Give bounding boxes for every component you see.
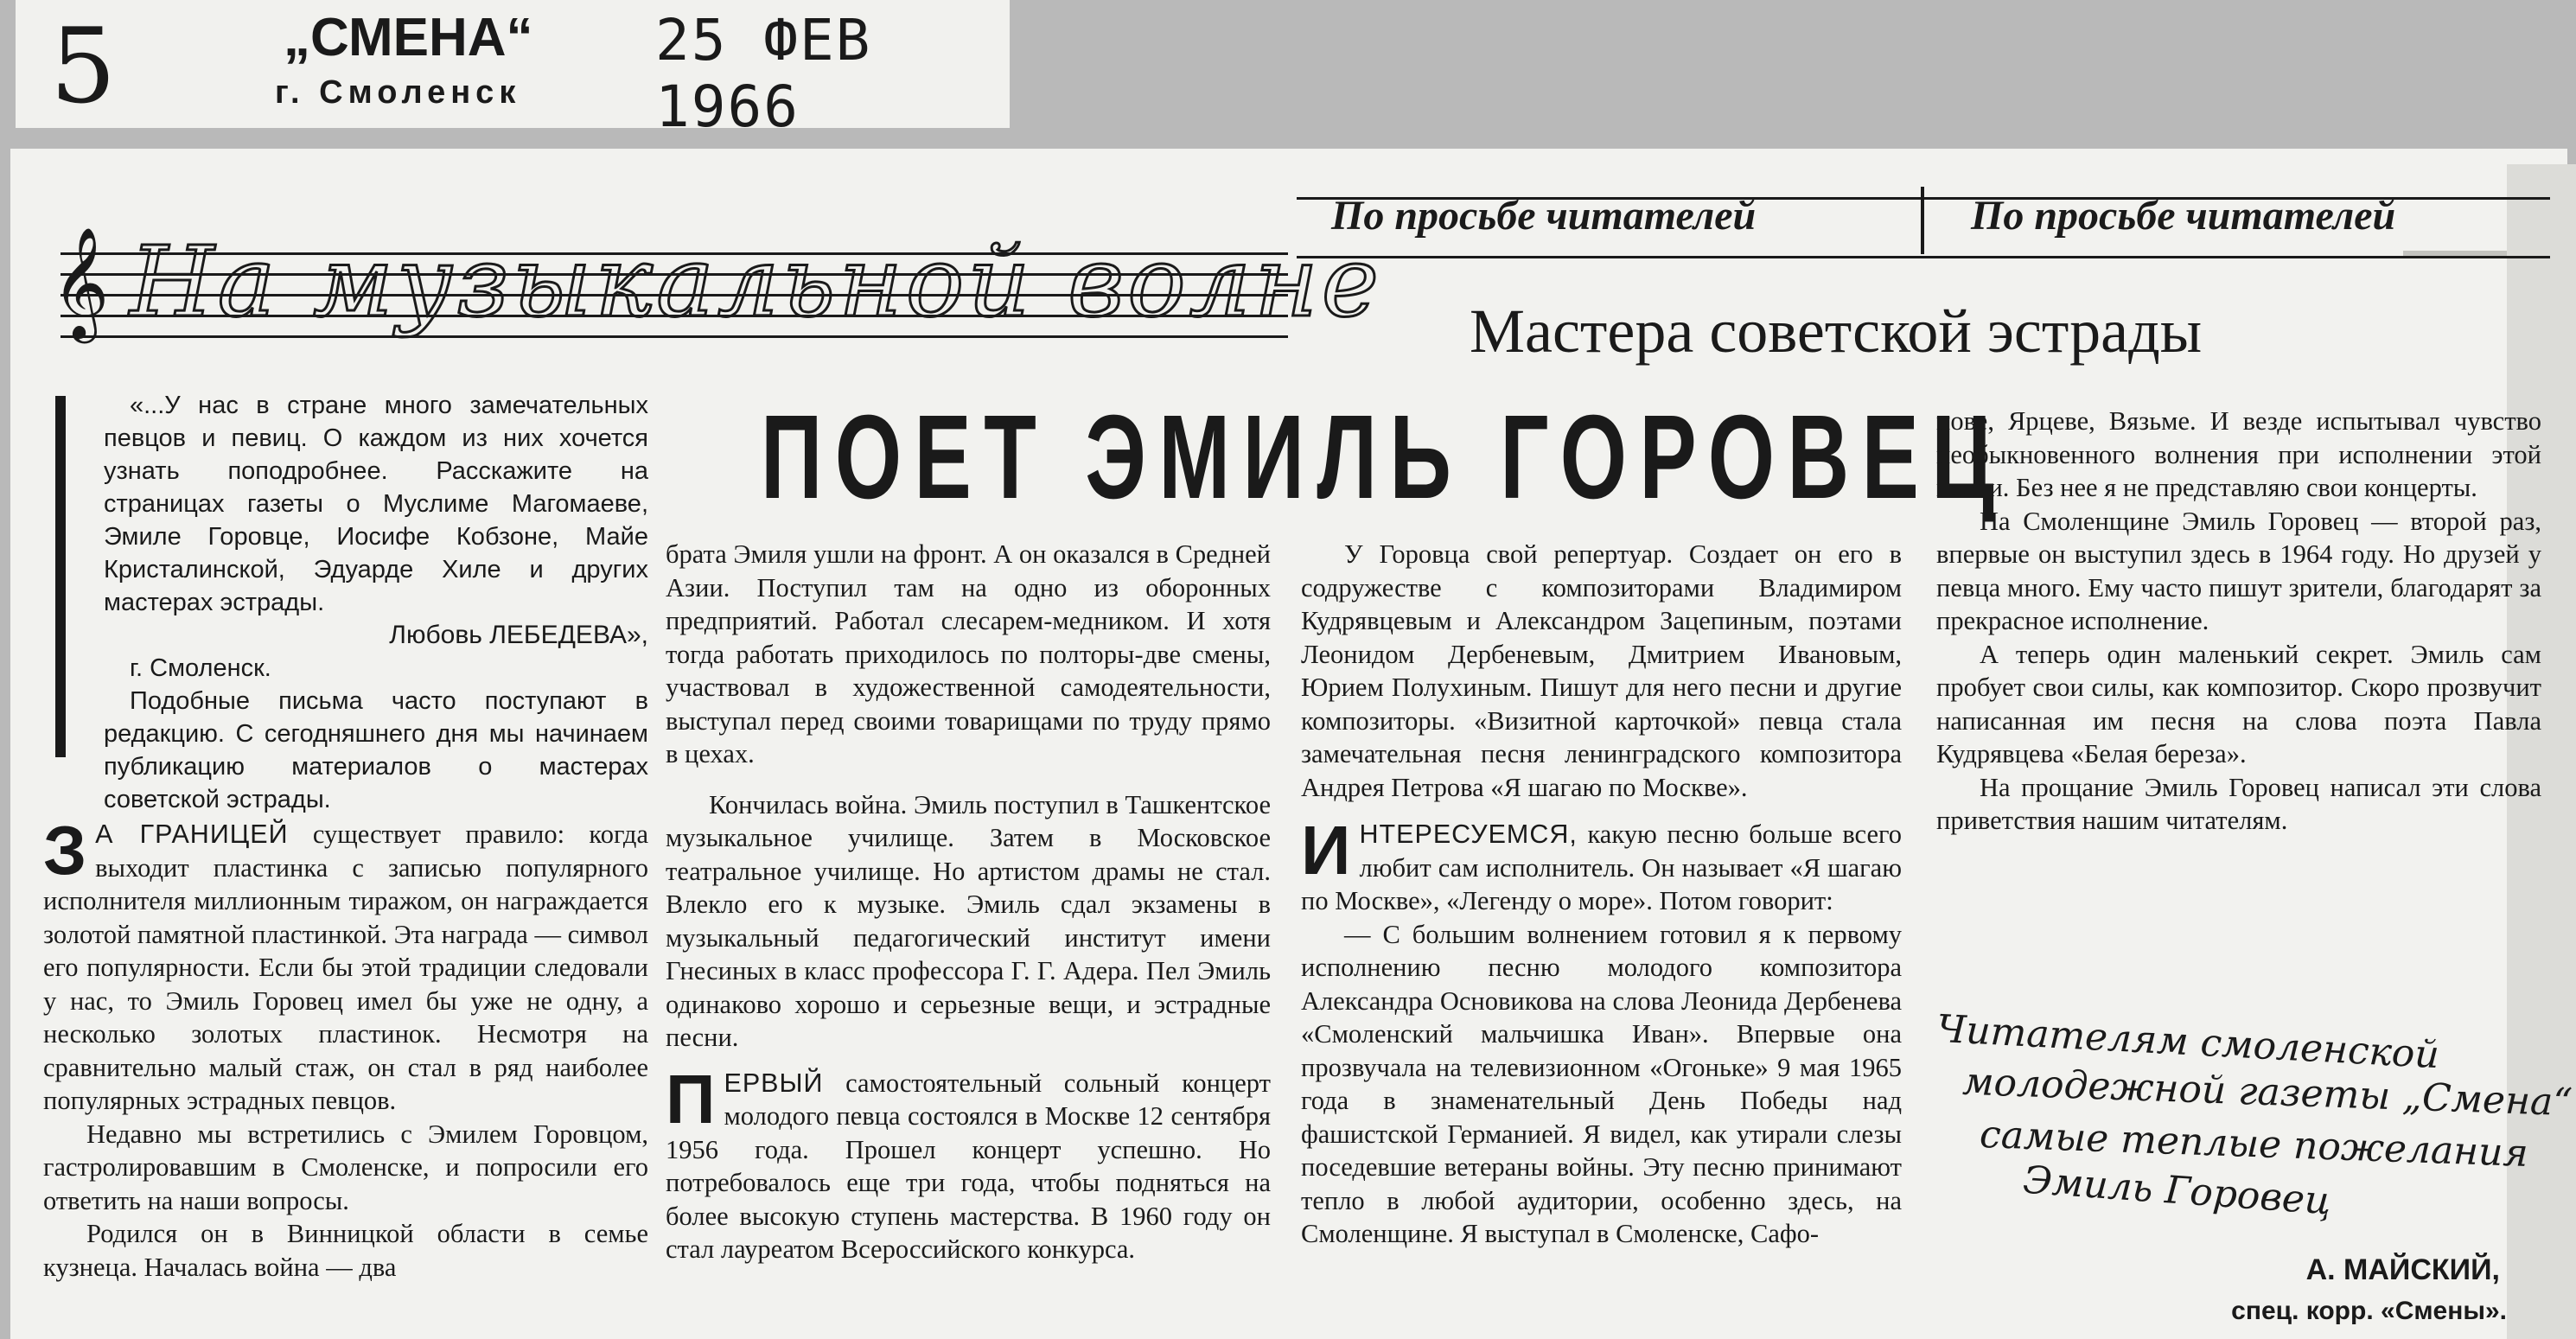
paragraph: ПЕРВЫЙ самостоятельный сольный концерт молодого певца состоялся в Москве 12 сентября 1956 года. Прошел концерт успешно. Но потребовалось еще три года, чтобы подняться на более высокую ступень мастерства. В 1960 году он стал лауреатом Всероссийского конкурса.: [666, 1060, 1271, 1264]
paragraph: У Горовца свой репертуар. Создает он его в содружестве с композиторами Владимиром Кудрявцевым и Александром Зацепиным, поэтами Леонидом Дербеневым, Дмитрием Ивановым, Юрием Полухиным. Пишут для него песни и другие композиторы. «Визитной карточкой» певца стала замечательная песня ленинградского композитора Андрея Петрова «Я шагаю по Москве».: [1301, 539, 1902, 802]
lead-place: г. Смоленск.: [130, 654, 271, 682]
paragraph: ИНТЕРЕСУЕМСЯ, какую песню больше всего любит сам исполнитель. Он называет «Я шагаю по Москве», «Легенду о море». Потом говорит:: [1301, 812, 1902, 915]
paragraph: брата Эмиля ушли на фронт. А он оказался в Средней Азии. Поступил там на одно из оборонных предприятий. Работал слесарем-медником. И хотя тогда работать приходилось по полторы-две смены, участвовал в художественной самодеятельности, выступал перед своими товарищами по труду прямо в цехах.: [666, 539, 1271, 768]
headline: ПОЕТ ЭМИЛЬ ГОРОВЕЦ: [761, 391, 2007, 524]
paragraph: На прощание Эмиль Горовец написал эти слова приветствия нашим читателям.: [1936, 772, 2541, 835]
paragraph: На Смоленщине Эмиль Горовец — второй раз, впервые он выступил здесь в 1964 году. Но друзей у певца много. Ему часто пишут зрители, благодарят за прекрасное исполнение.: [1936, 506, 2541, 635]
rubric-divider: [1921, 187, 1924, 254]
paragraph: З А ГРАНИЦЕЙ существует правило: когда выходит пластинка с записью популярного исполнителя миллионным тиражом, он награждается золотой памятной пластинкой. Эта награда — символ его популярности. Если бы этой традиции следовали у нас, то Эмиль Горовец имел бы уже не одну, а несколько золотых пластинок. Несмотря на сравнительно малый стаж, он стал в ряд наиболее популярных эстрадных певцов.: [43, 812, 649, 1115]
show-through-print: [2403, 251, 2507, 377]
newspaper-name: „СМЕНА“: [284, 8, 533, 67]
autograph-line: Читателям смоленской: [1935, 1006, 2441, 1078]
paragraph: нове, Ярцеве, Вязьме. И везде испытывал чувство необыкновенного волнения при исполнении этой песни. Без нее я не представляю свои концерты.: [1936, 406, 2541, 502]
lead-signature: Любовь ЛЕБЕДЕВА»,: [389, 621, 648, 649]
paragraph: Кончилась война. Эмиль поступил в Ташкентское музыкальное училище. Затем в Московское театральное училище. Но артистом драмы не стал. Влекло его к музыке. Эмиль сдал экзамены в музыкальный педагогический институт имени Гнесиных в класс профессора Г. Г. Адера. Пел Эмиль одинаково хорошо и серьезные вещи, и эстрадные песни.: [666, 789, 1271, 1052]
paragraph: Недавно мы встретились с Эмилем Горовцом, гастролировавшим в Смоленске, и попросили его ответить на наши вопросы.: [43, 1119, 648, 1215]
city-stamp: г. Смоленск: [275, 74, 521, 111]
drop-cap: И: [1301, 812, 1351, 889]
lead-in-caps: А ГРАНИЦЕЙ: [95, 819, 289, 849]
autograph-line: самые теплые пожелания: [1979, 1112, 2529, 1176]
page-number: 5: [50, 7, 117, 127]
article-column-1: [43, 812, 649, 1284]
lead-in-caps: ЕРВЫЙ: [724, 1068, 824, 1098]
rubric-left: По просьбе читателей: [1331, 193, 1757, 239]
lead-in-caps: НТЕРЕСУЕМСЯ,: [1359, 819, 1578, 849]
section-title: На музыкальной волне: [130, 226, 1383, 339]
article-column-4: [1936, 405, 2541, 838]
lead-block: [104, 389, 648, 816]
lead-quote: «...У нас в стране много замечательных певцов и певиц. О каждом из них хочется узнать поподробнее. Расскажите на страницах газеты о Муслиме Магомаеве, Эмиле Горовце, Иосифе Кобзоне, Майе Кристалинской, Эдуарде Хиле и других мастерах эстрады.: [104, 392, 648, 616]
article-column-3: [1301, 538, 1902, 1251]
author-role: спец. корр. «Смены».: [2231, 1297, 2507, 1325]
rubric-right: По просьбе читателей: [1971, 193, 2396, 239]
drop-cap: П: [666, 1060, 716, 1138]
paragraph: Родился он в Винницкой области в семье кузнеца. Началась война — два: [43, 1219, 648, 1282]
author-name: А. МАЙСКИЙ,: [2305, 1253, 2500, 1286]
lead-note: Подобные письма часто поступают в редакцию. С сегодняшнего дня мы начинаем публикацию материалов о мастерах советской эстрады.: [104, 687, 648, 813]
article-column-2: [666, 538, 1271, 1266]
paragraph: А теперь один маленький секрет. Эмиль сам пробует свои силы, как композитор. Скоро прозвучит написанная им песня на слова поэта Павла Кудрявцева «Белая береза».: [1936, 639, 2541, 768]
rubric-bottom-rule: [1297, 256, 2550, 258]
autograph-signature: Эмиль Горовец: [2021, 1157, 2333, 1224]
clipping-label: [16, 0, 1010, 140]
drop-cap: З: [43, 812, 87, 889]
treble-clef-icon: 𝄞: [52, 226, 110, 339]
lead-bar: [55, 396, 66, 757]
autograph-line: молодежной газеты „Смена“: [1961, 1059, 2573, 1125]
date-stamp: 25 ФЕВ 1966: [655, 7, 872, 140]
subtitle: Мастера советской эстрады: [1470, 296, 2203, 366]
paragraph: — С большим волнением готовил я к первому исполнению песню молодого композитора Александра Основикова на слова Леонида Дербенева «Смоленский мальчишка Иван». Впервые она прозвучала на телевизионном «Огоньке» 9 мая 1965 года в знаменательный День Победы над фашистской Германией. Я видел, как утирали слезы поседевшие ветераны войны. Эту песню принимают тепло в любой аудитории, особенно здесь, на Смоленщине. Я выступал в Смоленске, Сафо-: [1301, 919, 1902, 1248]
